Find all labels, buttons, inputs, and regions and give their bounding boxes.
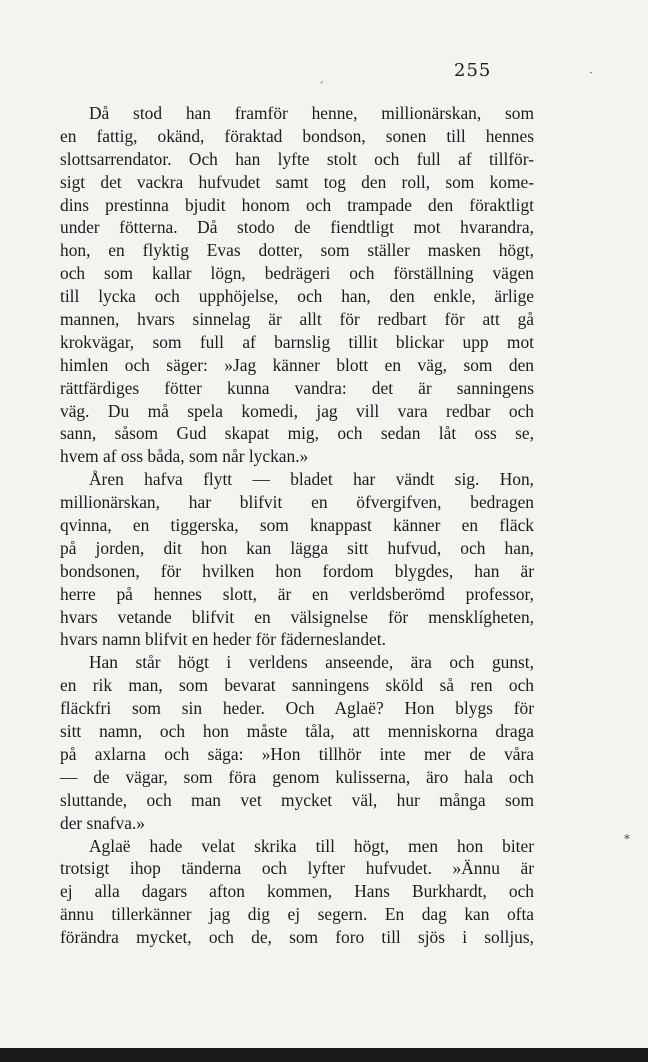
text-line: och som kallar lögn, bedrägeri och förställning vägen	[60, 263, 534, 284]
text-line: Han står högt i verldens anseende, ära och gunst,	[89, 652, 534, 673]
text-line: under fötterna. Då stodo de fiendtligt mot hvarandra,	[60, 217, 534, 238]
text-line: en rik man, som bevarat sanningens sköld så ren och	[60, 675, 534, 696]
text-line: hvars vetande blifvit en välsignelse för mensklígheten,	[60, 606, 534, 627]
text-line: väg. Du må spela komedi, jag vill vara redbar och	[60, 400, 534, 421]
text-line: fläckfri som sin heder. Och Aglaë? Hon blygs för	[60, 698, 534, 719]
text-line: trotsigt ihop tänderna och lyfter hufvudet. »Ännu är	[60, 858, 534, 879]
text-line: himlen och säger: »Jag känner blott en väg, som den	[60, 354, 534, 375]
text-line: sann, såsom Gud skapat mig, och sedan låt oss se,	[60, 423, 534, 444]
text-line: herre på hennes slott, är en verldsberömd professor,	[60, 583, 534, 604]
text-line: förändra mycket, och de, som foro till sjös i solljus,	[60, 927, 534, 948]
body-text	[60, 102, 534, 949]
text-line: på axlarna och säga: »Hon tillhör inte mer de våra	[60, 743, 534, 764]
print-speck: ˊ	[318, 80, 324, 94]
text-line: en fattig, okänd, föraktad bondson, sonen till hennes	[60, 125, 534, 146]
text-line: hon, en flyktig Evas dotter, som ställer masken högt,	[60, 240, 534, 261]
scan-edge	[0, 1048, 648, 1062]
text-line: — de vägar, som föra genom kulisserna, äro hala och	[60, 766, 534, 787]
text-line: sitt namn, och hon måste tåla, att menniskorna draga	[60, 721, 534, 742]
text-line: ännu tillerkänner jag dig ej segern. En dag kan ofta	[60, 904, 534, 925]
text-line: rättfärdiges fötter kunna vandra: det är sanningens	[60, 377, 534, 398]
print-speck: ·	[589, 66, 593, 80]
text-line: mannen, hvars sinnelag är allt för redbart för att gå	[60, 309, 534, 330]
print-speck: *	[624, 832, 630, 846]
text-line: ej alla dagars afton kommen, Hans Burkhardt, och	[60, 881, 534, 902]
text-line: till lycka och upphöjelse, och han, den enkle, ärlige	[60, 286, 534, 307]
text-line: slottsarrendator. Och han lyfte stolt och full af tillför-	[60, 148, 534, 169]
text-line: bondsonen, för hvilken hon fordom blygdes, han är	[60, 560, 534, 581]
text-line: der snafva.»	[60, 812, 145, 833]
text-line: sigt det vackra hufvudet samt tog den roll, som kome-	[60, 171, 534, 192]
text-line: sluttande, och man vet mycket väl, hur många som	[60, 789, 534, 810]
text-line: qvinna, en tiggerska, som knappast känner en fläck	[60, 515, 534, 536]
text-line: hvem af oss båda, som når lyckan.»	[60, 446, 309, 467]
text-line: hvars namn blifvit en heder för fäderneslandet.	[60, 629, 386, 650]
text-line: krokvägar, som full af barnslig tillit blickar upp mot	[60, 331, 534, 352]
text-line: millionärskan, har blifvit en öfvergifven, bedragen	[60, 492, 534, 513]
text-line: på jorden, dit hon kan lägga sitt hufvud, och han,	[60, 537, 534, 558]
text-line: Då stod han framför henne, millionärskan, som	[89, 103, 534, 123]
text-line: Åren hafva flytt — bladet har vändt sig. Hon,	[89, 469, 534, 490]
text-line: Aglaë hade velat skrika till högt, men hon biter	[89, 835, 534, 856]
text-line: dins prestinna bjudit honom och trampade den föraktligt	[60, 194, 534, 215]
page-number: 255	[454, 60, 492, 81]
